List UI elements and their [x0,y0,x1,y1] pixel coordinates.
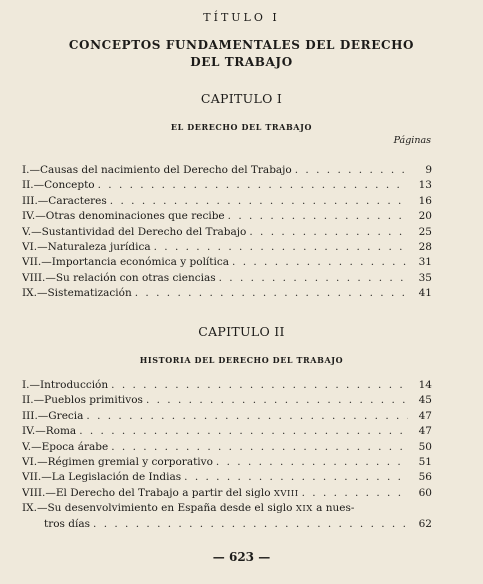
leader-dots [216,272,408,284]
toc-entry-label: VI.—Régimen gremial y corporativo [22,455,213,468]
page-number: — 623 — [212,550,271,564]
leader-dots [151,241,408,253]
toc-entry-label: III.—Grecia [22,409,84,422]
leader-dots [108,379,408,391]
titulo-heading: TÍTULO I [203,11,280,24]
pages-column-label: Páginas [393,135,431,146]
toc-entry-label: I.—Causas del nacimiento del Derecho del Trabajo [22,164,292,176]
toc-entry-label: VI.—Naturaleza jurídica [22,240,151,253]
capitulo-2-title: CAPITULO II [198,324,285,339]
leader-dots [76,425,408,437]
toc-entry-page: 47 [418,425,432,438]
toc-entry-label: III.—Caracteres [22,194,107,207]
toc-entry [22,471,432,486]
toc-entry-page: 28 [418,240,432,253]
toc-entry-label: IX.—Sistematización [22,287,132,300]
toc-entry [22,379,432,394]
toc-entry-page: 56 [418,471,432,484]
toc-entry [22,210,432,225]
toc-entry-label-main: VIII.—El Derecho del Trabajo a partir del siglo [22,486,274,499]
toc-entry-label: V.—Sustantividad del Derecho del Trabajo [22,225,247,238]
toc-entry [22,195,432,210]
capitulo-1-subtitle: EL DERECHO DEL TRABAJO [170,122,313,132]
toc-entry [22,226,432,241]
toc-entry-page: 47 [418,409,432,422]
toc-entry-page: 41 [418,287,432,300]
toc-capitulo-1 [22,164,432,303]
toc-entry [22,272,432,287]
leader-dots [107,195,408,207]
toc-entry-page: 62 [418,517,432,530]
toc-entry [22,441,432,456]
toc-entry-label: IV.—Roma [22,425,77,438]
leader-dots [229,256,408,268]
toc-entry-label-part-b: a nues- [312,502,355,515]
toc-entry [22,394,432,409]
toc-entry-label: IV.—Otras denominaciones que recibe [22,210,225,223]
toc-entry [22,256,432,271]
toc-entry-label [22,502,354,514]
leader-dots [95,179,408,191]
leader-dots [143,394,408,406]
toc-capitulo-2 [22,379,432,533]
main-heading [0,37,483,71]
toc-entry-label: I.—Introducción [22,379,109,391]
toc-entry [22,287,432,302]
toc-entry-page: 20 [418,210,432,223]
century-numeral: XVIII [273,488,299,499]
toc-entry [22,241,432,256]
leader-dots [108,441,408,453]
main-heading-line-2: DEL TRABAJO [190,55,293,69]
toc-entry-continuation [22,518,432,533]
leader-dots [132,287,408,299]
leader-dots [181,471,408,483]
toc-entry [22,425,432,440]
toc-entry [22,487,432,502]
toc-entry-page: 9 [425,164,432,176]
toc-entry-label: II.—Concepto [22,179,95,192]
leader-dots [83,410,408,422]
toc-entry-label: VII.—La Legislación de Indias [22,471,182,484]
toc-entry-page: 35 [418,271,432,284]
main-heading-line-1: CONCEPTOS FUNDAMENTALES DEL DERECHO [68,38,415,52]
leader-dots [213,456,408,468]
toc-entry-label [22,487,299,499]
toc-entry-label-part-a: IX.—Su desenvolvimiento en España desde el siglo [22,502,296,515]
toc-entry-page: 25 [418,225,432,238]
century-numeral: XIX [295,504,313,515]
toc-entry [22,164,432,179]
toc-entry-page: 51 [418,455,432,468]
toc-entry [22,502,432,517]
toc-entry-page: 16 [418,194,432,207]
toc-entry-page: 14 [418,379,432,391]
toc-entry-label: VIII.—Su relación con otras ciencias [22,271,216,284]
leader-dots [225,210,408,222]
toc-entry [22,179,432,194]
toc-entry-label: II.—Pueblos primitivos [22,394,143,407]
leader-dots [292,164,408,176]
toc-entry-page: 31 [418,256,432,269]
toc-entry-page: 50 [418,440,432,453]
toc-entry-page: 60 [418,486,432,499]
capitulo-2-subtitle: HISTORIA DEL DERECHO DEL TRABAJO [139,355,344,365]
toc-entry [22,456,432,471]
toc-entry-label: V.—Epoca árabe [22,440,109,453]
toc-entry-page: 45 [418,394,432,407]
leader-dots [299,487,408,499]
toc-entry-page: 13 [418,179,432,192]
toc-entry-label: VII.—Importancia económica y política [22,256,230,269]
capitulo-1-title: CAPITULO I [200,91,283,106]
leader-dots [90,518,408,530]
toc-entry-label: tros días [44,517,91,530]
leader-dots [246,226,408,238]
toc-entry [22,410,432,425]
